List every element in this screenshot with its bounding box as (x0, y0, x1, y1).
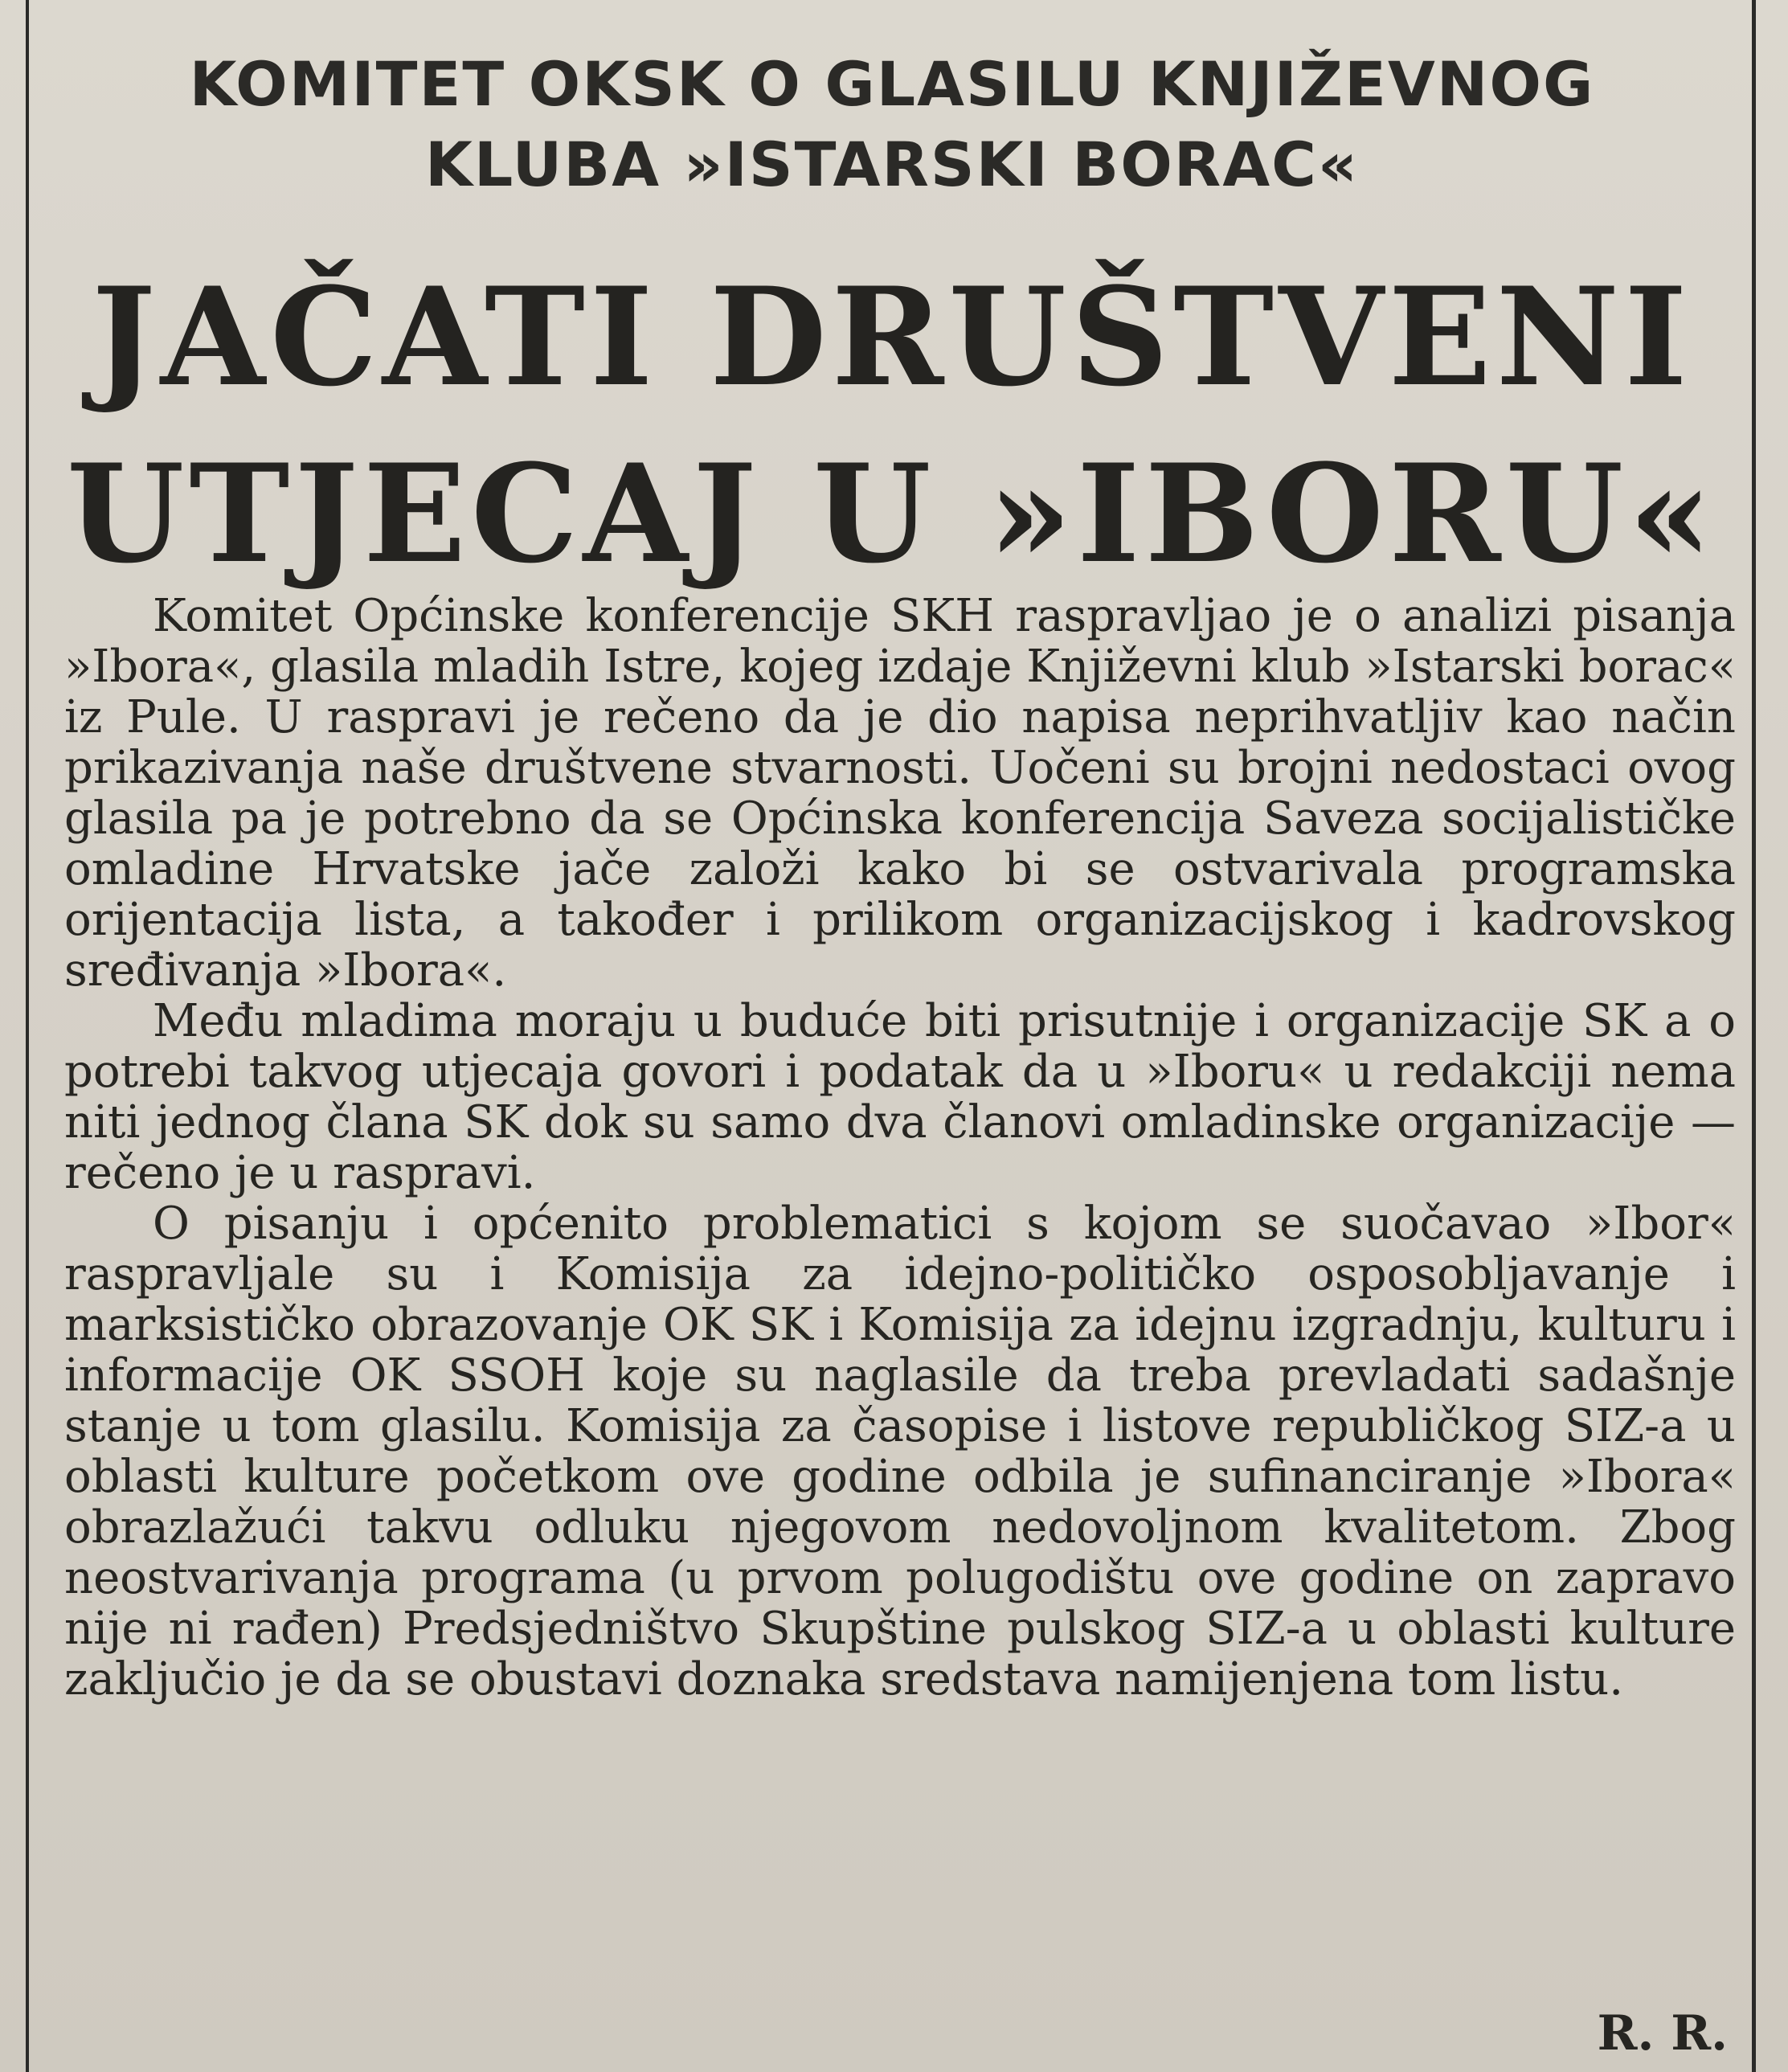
column-rule-right (1752, 0, 1756, 2072)
kicker-line-2: KLUBA »ISTARSKI BORAC« (424, 129, 1360, 200)
paragraph-1: Komitet Općinske konferencije SKH raspravljao je o analizi pisanja »Ibora«, glasila mladih Istre, kojeg izdaje Književni klub »Istarski borac« iz Pule. U raspravi je rečeno da je dio napisa neprihvatljiv kao način prikazivanja naše društvene stvarnosti. Uočeni su brojni nedostaci ovog glasila pa je potrebno da se Općinska konferencija Saveza socijalističke omladine Hrvatske jače založi kako bi se ostvarivala programska orijentacija lista, a također i prilikom organizacijskog i kadrovskog sređivanja »Ibora«. (64, 590, 1736, 997)
column-rule-left (26, 0, 29, 2072)
headline-line-1: JAČATI DRUŠTVENI (92, 257, 1692, 416)
headline-line-2: UTJECAJ U »IBORU« (66, 434, 1718, 593)
article-body (64, 591, 1736, 1705)
author-signature: R. R. (1597, 2005, 1728, 2062)
paragraph-3: O pisanju i općenito problematici s kojom se suočavao »Ibor« raspravljale su i Komisija za idejno-političko osposobljavanje i marksističko obrazovanje OK SK i Komisija za idejnu izgradnju, kulturu i informacije OK SSOH koje su naglasile da treba prevladati sadašnje stanje u tom glasilu. Komisija za časopise i listove republičkog SIZ-a u oblasti kulture početkom ove godine odbila je sufinanciranje »Ibora« obrazlažući takvu odluku njegovom nedovoljnom kvalitetom. Zbog neostvarivanja programa (u prvom polugodištu ove godine on zapravo nije ni rađen) Predsjedništvo Skupštine pulskog SIZ-a u oblasti kulture zaključio je da se obustavi doznaka sredstava namijenjena tom listu. (64, 1198, 1736, 1706)
paragraph-2: Među mladima moraju u buduće biti prisutnije i organizacije SK a o potrebi takvog utjecaja govori i podatak da u »Iboru« u redakciji nema niti jednog člana SK dok su samo dva članovi omladinske organizacije — rečeno je u raspravi. (64, 995, 1736, 1199)
kicker-line-1: KOMITET OKSK O GLASILU KNJIŽEVNOG (189, 48, 1595, 120)
